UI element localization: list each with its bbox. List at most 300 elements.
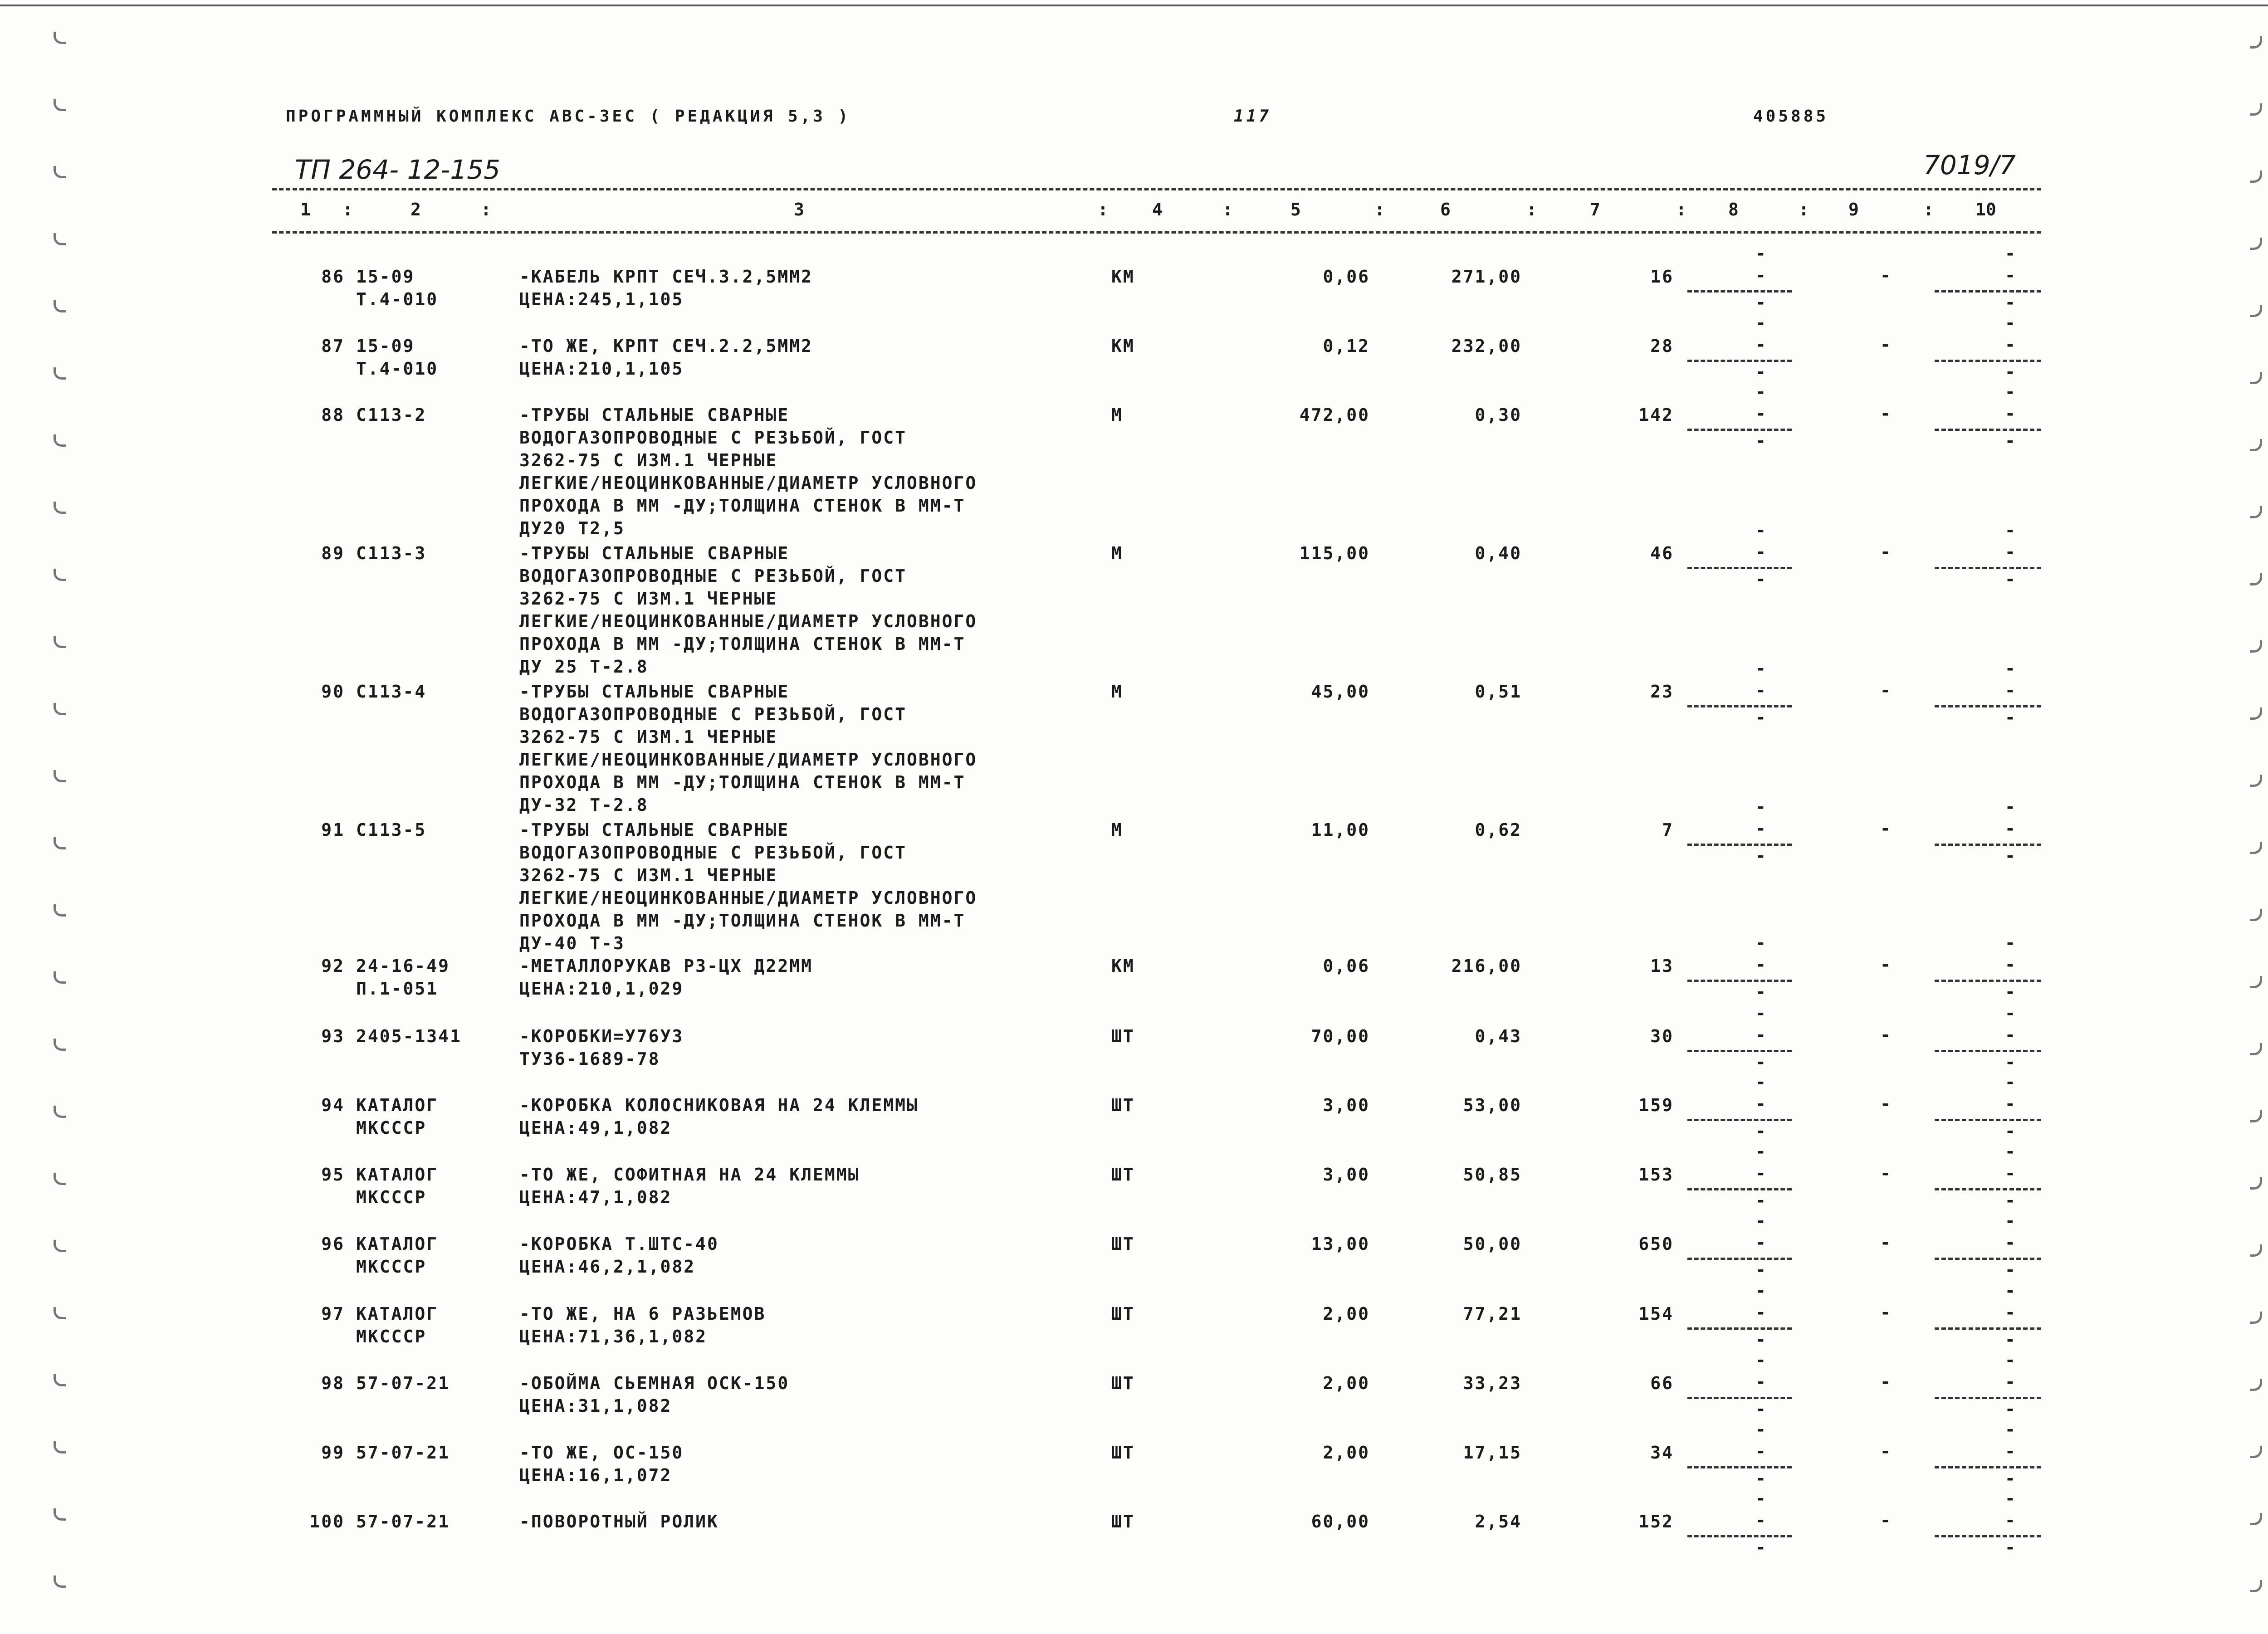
col-8-underline: [1687, 1050, 1792, 1052]
paper-top-edge: [0, 5, 2268, 6]
punch-hole-right: [2250, 1312, 2262, 1324]
col-10-mark: -: [2005, 819, 2017, 839]
col-10-mark: -: [2005, 265, 2017, 285]
punch-hole-right: [2250, 775, 2262, 787]
col-8-underline: [1687, 290, 1792, 293]
col-10-mark-top: -: [2005, 1281, 2017, 1301]
col-8-mark: -: [1755, 335, 1767, 355]
punch-hole-left: [54, 1106, 66, 1118]
col-5-header: 5: [1290, 200, 1301, 219]
row-description: -ТРУБЫ СТАЛЬНЫЕ СВАРНЫЕ ВОДОГАЗОПРОВОДНЫЕ С РЕЗЬБОЙ, ГОСТ 3262-75 С ИЗМ.1 ЧЕРНЫЕ ЛЕГКИЕ/НЕОЦИНКОВАННЫЕ/ДИАМЕТР УСЛОВНОГО ПРОХОДА В ММ -ДУ;ТОЛЩИНА СТЕНОК В ММ-Т ДУ20 Т2,5: [519, 405, 978, 538]
punch-hole-left: [54, 300, 66, 312]
row-total: 142: [1638, 405, 1674, 425]
col-8-mark-bottom: -: [1755, 1399, 1767, 1419]
row-code: С113-4: [356, 682, 427, 702]
header-rule-top: [272, 188, 2041, 190]
col-3-header: 3: [794, 200, 804, 219]
punch-hole-right: [2250, 842, 2262, 854]
punch-hole-right: [2250, 103, 2262, 116]
col-8-mark: -: [1755, 819, 1767, 839]
col-10-mark-bottom: -: [2005, 1330, 2017, 1350]
col-10-mark-bottom: -: [2005, 1052, 2017, 1072]
col-8-mark-top: -: [1755, 1281, 1767, 1301]
row-unit: ШТ: [1111, 1373, 1135, 1393]
col-10-mark-bottom: -: [2005, 1468, 2017, 1488]
sheet-number: 7019/7: [1923, 150, 2016, 180]
col-7-header: 7: [1590, 200, 1600, 219]
punch-hole-left: [54, 971, 66, 984]
punch-hole-left: [54, 1441, 66, 1454]
row-description: -ТО ЖЕ, КРПТ СЕЧ.2.2,5ММ2 ЦЕНА:210,1,105: [519, 336, 813, 379]
row-number: 96: [321, 1234, 345, 1254]
row-unit: М: [1111, 543, 1123, 563]
col-9-mark: -: [1880, 1302, 1892, 1322]
col-10-mark-top: -: [2005, 313, 2017, 333]
punch-hole-left: [54, 233, 66, 245]
row-total: 154: [1638, 1304, 1674, 1324]
col-8-mark-bottom: -: [1755, 293, 1767, 312]
row-code: КАТАЛОГ МКСССР: [356, 1304, 439, 1346]
col-2-header: 2: [411, 200, 421, 219]
row-code: 2405-1341: [356, 1026, 462, 1046]
col-separator: :: [342, 200, 353, 219]
row-code: С113-2: [356, 405, 427, 425]
row-price: 0,62: [1475, 820, 1522, 840]
col-separator: :: [1374, 200, 1385, 219]
col-9-mark: -: [1880, 404, 1892, 424]
col-8-underline: [1687, 1535, 1792, 1537]
row-price: 33,23: [1463, 1373, 1522, 1393]
col-8-mark-top: -: [1755, 1419, 1767, 1439]
col-10-mark-bottom: -: [2005, 707, 2017, 727]
col-10-mark-top: -: [2005, 244, 2017, 263]
col-8-mark: -: [1755, 1372, 1767, 1392]
col-8-mark-bottom: -: [1755, 1121, 1767, 1141]
row-total: 650: [1638, 1234, 1674, 1254]
col-10-mark: -: [2005, 1094, 2017, 1114]
row-unit: КМ: [1111, 336, 1135, 356]
row-number: 87: [321, 336, 345, 356]
row-description: -ОБОЙМА СЬЕМНАЯ ОСК-150 ЦЕНА:31,1,082: [519, 1373, 790, 1416]
col-10-mark-bottom: -: [2005, 846, 2017, 866]
program-title: ПРОГРАММНЫЙ КОМПЛЕКС АВС-3ЕС ( РЕДАКЦИЯ 5,3 ): [286, 107, 851, 126]
row-quantity: 2,00: [1323, 1373, 1370, 1393]
col-10-header: 10: [1975, 200, 1996, 219]
col-10-mark: -: [2005, 1025, 2017, 1045]
row-unit: ШТ: [1111, 1234, 1135, 1254]
punch-hole-left: [54, 99, 66, 111]
col-8-underline: [1687, 844, 1792, 846]
row-code: 24-16-49 П.1-051: [356, 956, 450, 999]
punch-hole-right: [2250, 976, 2262, 988]
row-code: КАТАЛОГ МКСССР: [356, 1095, 439, 1138]
col-8-mark-bottom: -: [1755, 1260, 1767, 1280]
col-10-mark-top: -: [2005, 520, 2017, 540]
col-10-mark-top: -: [2005, 382, 2017, 402]
col-9-header: 9: [1848, 200, 1859, 219]
row-price: 50,00: [1463, 1234, 1522, 1254]
row-number: 97: [321, 1304, 345, 1324]
col-10-mark-bottom: -: [2005, 362, 2017, 382]
punch-hole-right: [2250, 1580, 2262, 1592]
col-9-mark: -: [1880, 680, 1892, 700]
punch-hole-left: [54, 770, 66, 782]
col-9-mark: -: [1880, 1233, 1892, 1253]
row-description: -ТО ЖЕ, СОФИТНАЯ НА 24 КЛЕММЫ ЦЕНА:47,1,082: [519, 1165, 860, 1207]
row-price: 77,21: [1463, 1304, 1522, 1324]
row-price: 0,51: [1475, 682, 1522, 702]
row-number: 98: [321, 1373, 345, 1393]
row-price: 17,15: [1463, 1443, 1522, 1463]
col-10-mark-bottom: -: [2005, 1537, 2017, 1557]
punch-hole-left: [54, 1039, 66, 1051]
col-9-mark: -: [1880, 1025, 1892, 1045]
row-description: -ТРУБЫ СТАЛЬНЫЕ СВАРНЫЕ ВОДОГАЗОПРОВОДНЫЕ С РЕЗЬБОЙ, ГОСТ 3262-75 С ИЗМ.1 ЧЕРНЫЕ ЛЕГКИЕ/НЕОЦИНКОВАННЫЕ/ДИАМЕТР УСЛОВНОГО ПРОХОДА В ММ -ДУ;ТОЛЩИНА СТЕНОК В ММ-Т ДУ 25 Т-2.8: [519, 543, 978, 677]
punch-hole-right: [2250, 1446, 2262, 1458]
document-code: 405885: [1753, 107, 1829, 126]
punch-hole-left: [54, 569, 66, 581]
punch-hole-left: [54, 1240, 66, 1252]
col-8-mark-top: -: [1755, 1003, 1767, 1023]
row-code: 15-09 Т.4-010: [356, 267, 439, 309]
col-1-header: 1: [300, 200, 311, 219]
row-code: 57-07-21: [356, 1512, 450, 1532]
col-8-mark-bottom: -: [1755, 1052, 1767, 1072]
col-8-mark-top: -: [1755, 382, 1767, 402]
col-10-mark: -: [2005, 680, 2017, 700]
row-unit: ШТ: [1111, 1026, 1135, 1046]
row-description: -ТРУБЫ СТАЛЬНЫЕ СВАРНЫЕ ВОДОГАЗОПРОВОДНЫЕ С РЕЗЬБОЙ, ГОСТ 3262-75 С ИЗМ.1 ЧЕРНЫЕ ЛЕГКИЕ/НЕОЦИНКОВАННЫЕ/ДИАМЕТР УСЛОВНОГО ПРОХОДА В ММ -ДУ;ТОЛЩИНА СТЕНОК В ММ-Т ДУ-32 Т-2.8: [519, 682, 978, 815]
punch-hole-left: [54, 166, 66, 178]
row-number: 86: [321, 267, 345, 287]
row-description: -КОРОБКА КОЛОСНИКОВАЯ НА 24 КЛЕММЫ ЦЕНА:49,1,082: [519, 1095, 919, 1138]
col-8-underline: [1687, 1119, 1792, 1121]
col-10-mark-top: -: [2005, 933, 2017, 953]
col-10-mark-bottom: -: [2005, 982, 2017, 1002]
row-number: 89: [321, 543, 345, 563]
col-10-mark: -: [2005, 1233, 2017, 1253]
col-10-underline: [1935, 1327, 2041, 1330]
row-total: 66: [1650, 1373, 1674, 1393]
row-total: 23: [1650, 682, 1674, 702]
col-8-mark-bottom: -: [1755, 846, 1767, 866]
col-9-mark: -: [1880, 955, 1892, 975]
col-6-header: 6: [1440, 200, 1451, 219]
col-8-mark-top: -: [1755, 658, 1767, 678]
col-8-mark-top: -: [1755, 1211, 1767, 1231]
punch-hole-right: [2250, 1177, 2262, 1190]
punch-hole-left: [54, 703, 66, 715]
row-unit: ШТ: [1111, 1512, 1135, 1532]
col-10-underline: [1935, 290, 2041, 293]
col-8-mark: -: [1755, 404, 1767, 424]
col-10-mark-bottom: -: [2005, 1121, 2017, 1141]
punch-hole-left: [54, 1508, 66, 1521]
row-number: 90: [321, 682, 345, 702]
col-9-mark: -: [1880, 1372, 1892, 1392]
col-8-mark: -: [1755, 542, 1767, 562]
row-total: 7: [1662, 820, 1674, 840]
col-10-underline: [1935, 1188, 2041, 1190]
row-quantity: 0,06: [1323, 267, 1370, 287]
punch-hole-right: [2250, 1379, 2262, 1391]
punch-hole-right: [2250, 1110, 2262, 1122]
row-quantity: 0,12: [1323, 336, 1370, 356]
row-number: 88: [321, 405, 345, 425]
col-8-underline: [1687, 567, 1792, 569]
row-total: 13: [1650, 956, 1674, 976]
row-number: 95: [321, 1165, 345, 1185]
punch-hole-right: [2250, 573, 2262, 585]
row-code: КАТАЛОГ МКСССР: [356, 1165, 439, 1207]
col-9-mark: -: [1880, 819, 1892, 839]
col-8-underline: [1687, 360, 1792, 362]
punch-hole-right: [2250, 1244, 2262, 1257]
col-separator: :: [1923, 200, 1934, 219]
header-rule-bottom: [272, 231, 2041, 234]
col-10-mark-top: -: [2005, 1211, 2017, 1231]
col-10-mark: -: [2005, 1302, 2017, 1322]
punch-hole-right: [2250, 36, 2262, 49]
col-8-mark: -: [1755, 955, 1767, 975]
punch-hole-right: [2250, 640, 2262, 653]
row-code: 15-09 Т.4-010: [356, 336, 439, 379]
col-10-mark-bottom: -: [2005, 1190, 2017, 1210]
row-total: 46: [1650, 543, 1674, 563]
col-8-mark-bottom: -: [1755, 1537, 1767, 1557]
punch-hole-right: [2250, 171, 2262, 183]
col-10-underline: [1935, 1119, 2041, 1121]
col-8-mark-top: -: [1755, 1488, 1767, 1508]
punch-hole-right: [2250, 1513, 2262, 1525]
row-total: 28: [1650, 336, 1674, 356]
row-total: 30: [1650, 1026, 1674, 1046]
col-10-mark: -: [2005, 1372, 2017, 1392]
col-10-mark: -: [2005, 1441, 2017, 1461]
row-total: 153: [1638, 1165, 1674, 1185]
punch-hole-right: [2250, 305, 2262, 317]
col-8-mark: -: [1755, 1441, 1767, 1461]
col-8-mark-top: -: [1755, 797, 1767, 817]
col-8-mark-top: -: [1755, 1072, 1767, 1092]
col-8-mark-top: -: [1755, 313, 1767, 333]
col-10-mark-bottom: -: [2005, 1260, 2017, 1280]
col-10-mark-top: -: [2005, 1003, 2017, 1023]
row-total: 34: [1650, 1443, 1674, 1463]
col-10-mark-top: -: [2005, 797, 2017, 817]
col-8-mark-bottom: -: [1755, 1190, 1767, 1210]
col-8-underline: [1687, 1188, 1792, 1190]
col-10-mark-bottom: -: [2005, 293, 2017, 312]
row-quantity: 2,00: [1323, 1443, 1370, 1463]
row-quantity: 0,06: [1323, 956, 1370, 976]
col-10-underline: [1935, 1397, 2041, 1399]
project-code: ТП 264- 12-155: [295, 154, 500, 185]
col-10-underline: [1935, 1050, 2041, 1052]
row-quantity: 70,00: [1311, 1026, 1370, 1046]
punch-hole-left: [54, 367, 66, 380]
row-unit: ШТ: [1111, 1095, 1135, 1115]
col-10-mark: -: [2005, 542, 2017, 562]
punch-hole-right: [2250, 909, 2262, 921]
row-unit: М: [1111, 682, 1123, 702]
punch-hole-left: [54, 1307, 66, 1319]
col-10-mark-top: -: [2005, 658, 2017, 678]
row-price: 0,40: [1475, 543, 1522, 563]
col-8-header: 8: [1728, 200, 1739, 219]
punch-hole-left: [54, 502, 66, 514]
col-10-underline: [1935, 705, 2041, 707]
col-8-mark: -: [1755, 1302, 1767, 1322]
col-8-mark: -: [1755, 1510, 1767, 1530]
row-description: -ТО ЖЕ, НА 6 РАЗЬЕМОВ ЦЕНА:71,36,1,082: [519, 1304, 766, 1346]
col-8-underline: [1687, 429, 1792, 431]
col-8-mark-bottom: -: [1755, 707, 1767, 727]
page-number: 117: [1234, 107, 1272, 126]
row-number: 99: [321, 1443, 345, 1463]
col-8-mark: -: [1755, 680, 1767, 700]
col-10-mark-top: -: [2005, 1488, 2017, 1508]
col-9-mark: -: [1880, 542, 1892, 562]
col-10-underline: [1935, 429, 2041, 431]
col-10-underline: [1935, 980, 2041, 982]
row-quantity: 60,00: [1311, 1512, 1370, 1532]
col-10-mark: -: [2005, 404, 2017, 424]
row-code: 57-07-21: [356, 1443, 450, 1463]
row-description: -КОРОБКА Т.ШТС-40 ЦЕНА:46,2,1,082: [519, 1234, 719, 1277]
row-price: 232,00: [1451, 336, 1522, 356]
col-10-mark-top: -: [2005, 1141, 2017, 1161]
row-code: С113-3: [356, 543, 427, 563]
row-price: 0,30: [1475, 405, 1522, 425]
col-8-mark: -: [1755, 1163, 1767, 1183]
row-total: 159: [1638, 1095, 1674, 1115]
col-separator: :: [1676, 200, 1686, 219]
punch-hole-right: [2250, 238, 2262, 250]
row-description: -КОРОБКИ=У76У3 ТУ36-1689-78: [519, 1026, 684, 1069]
punch-hole-right: [2250, 1043, 2262, 1055]
row-price: 0,43: [1475, 1026, 1522, 1046]
col-8-mark-bottom: -: [1755, 431, 1767, 451]
punch-hole-right: [2250, 372, 2262, 384]
col-8-underline: [1687, 980, 1792, 982]
col-10-mark-top: -: [2005, 1350, 2017, 1370]
col-10-mark-bottom: -: [2005, 431, 2017, 451]
row-quantity: 115,00: [1299, 543, 1370, 563]
row-total: 16: [1650, 267, 1674, 287]
col-separator: :: [481, 200, 491, 219]
row-code: 57-07-21: [356, 1373, 450, 1393]
row-unit: ШТ: [1111, 1443, 1135, 1463]
col-8-mark-bottom: -: [1755, 1468, 1767, 1488]
col-8-mark: -: [1755, 1025, 1767, 1045]
col-8-mark-bottom: -: [1755, 569, 1767, 589]
col-8-underline: [1687, 1327, 1792, 1330]
col-4-header: 4: [1152, 200, 1163, 219]
row-description: -ПОВОРОТНЫЙ РОЛИК: [519, 1512, 719, 1532]
row-quantity: 13,00: [1311, 1234, 1370, 1254]
row-quantity: 472,00: [1299, 405, 1370, 425]
punch-hole-right: [2250, 439, 2262, 451]
col-8-underline: [1687, 705, 1792, 707]
col-10-mark-top: -: [2005, 1419, 2017, 1439]
row-number: 93: [321, 1026, 345, 1046]
punch-hole-left: [54, 837, 66, 849]
col-8-mark-bottom: -: [1755, 982, 1767, 1002]
col-10-mark: -: [2005, 1163, 2017, 1183]
row-number: 92: [321, 956, 345, 976]
row-description: -МЕТАЛЛОРУКАВ РЗ-ЦХ Д22ММ ЦЕНА:210,1,029: [519, 956, 813, 999]
punch-hole-right: [2250, 506, 2262, 518]
col-8-mark: -: [1755, 1233, 1767, 1253]
punch-hole-left: [54, 1374, 66, 1386]
row-description: -ТРУБЫ СТАЛЬНЫЕ СВАРНЫЕ ВОДОГАЗОПРОВОДНЫЕ С РЕЗЬБОЙ, ГОСТ 3262-75 С ИЗМ.1 ЧЕРНЫЕ ЛЕГКИЕ/НЕОЦИНКОВАННЫЕ/ДИАМЕТР УСЛОВНОГО ПРОХОДА В ММ -ДУ;ТОЛЩИНА СТЕНОК В ММ-Т ДУ-40 Т-3: [519, 820, 978, 953]
col-9-mark: -: [1880, 1510, 1892, 1530]
col-8-mark: -: [1755, 265, 1767, 285]
col-9-mark: -: [1880, 1163, 1892, 1183]
col-9-mark: -: [1880, 335, 1892, 355]
punch-hole-left: [54, 434, 66, 447]
row-price: 2,54: [1475, 1512, 1522, 1532]
row-price: 216,00: [1451, 956, 1522, 976]
row-description: -ТО ЖЕ, ОС-150 ЦЕНА:16,1,072: [519, 1443, 684, 1485]
punch-hole-left: [54, 904, 66, 917]
row-code: КАТАЛОГ МКСССР: [356, 1234, 439, 1277]
row-number: 100: [309, 1512, 345, 1532]
row-price: 50,85: [1463, 1165, 1522, 1185]
row-quantity: 45,00: [1311, 682, 1370, 702]
col-10-underline: [1935, 844, 2041, 846]
row-total: 152: [1638, 1512, 1674, 1532]
col-separator: :: [1098, 200, 1108, 219]
col-8-mark-top: -: [1755, 933, 1767, 953]
col-8-mark: -: [1755, 1094, 1767, 1114]
col-8-mark-top: -: [1755, 1350, 1767, 1370]
col-9-mark: -: [1880, 1441, 1892, 1461]
row-description: -КАБЕЛЬ КРПТ СЕЧ.3.2,5ММ2 ЦЕНА:245,1,105: [519, 267, 813, 309]
row-price: 53,00: [1463, 1095, 1522, 1115]
col-8-mark-top: -: [1755, 520, 1767, 540]
row-unit: КМ: [1111, 267, 1135, 287]
col-10-underline: [1935, 360, 2041, 362]
row-number: 94: [321, 1095, 345, 1115]
col-10-mark: -: [2005, 335, 2017, 355]
col-8-underline: [1687, 1397, 1792, 1399]
col-10-mark: -: [2005, 955, 2017, 975]
punch-hole-left: [54, 1575, 66, 1588]
col-9-mark: -: [1880, 265, 1892, 285]
col-10-underline: [1935, 1258, 2041, 1260]
row-quantity: 3,00: [1323, 1095, 1370, 1115]
row-unit: ШТ: [1111, 1165, 1135, 1185]
row-unit: ШТ: [1111, 1304, 1135, 1324]
row-unit: КМ: [1111, 956, 1135, 976]
col-10-mark: -: [2005, 1510, 2017, 1530]
col-8-mark-bottom: -: [1755, 1330, 1767, 1350]
row-quantity: 2,00: [1323, 1304, 1370, 1324]
row-quantity: 3,00: [1323, 1165, 1370, 1185]
col-8-underline: [1687, 1466, 1792, 1468]
col-separator: :: [1799, 200, 1809, 219]
row-quantity: 11,00: [1311, 820, 1370, 840]
col-10-mark-bottom: -: [2005, 569, 2017, 589]
col-8-underline: [1687, 1258, 1792, 1260]
row-code: С113-5: [356, 820, 427, 840]
col-10-mark-top: -: [2005, 1072, 2017, 1092]
col-8-mark-top: -: [1755, 1141, 1767, 1161]
punch-hole-left: [54, 1173, 66, 1185]
col-separator: :: [1222, 200, 1233, 219]
